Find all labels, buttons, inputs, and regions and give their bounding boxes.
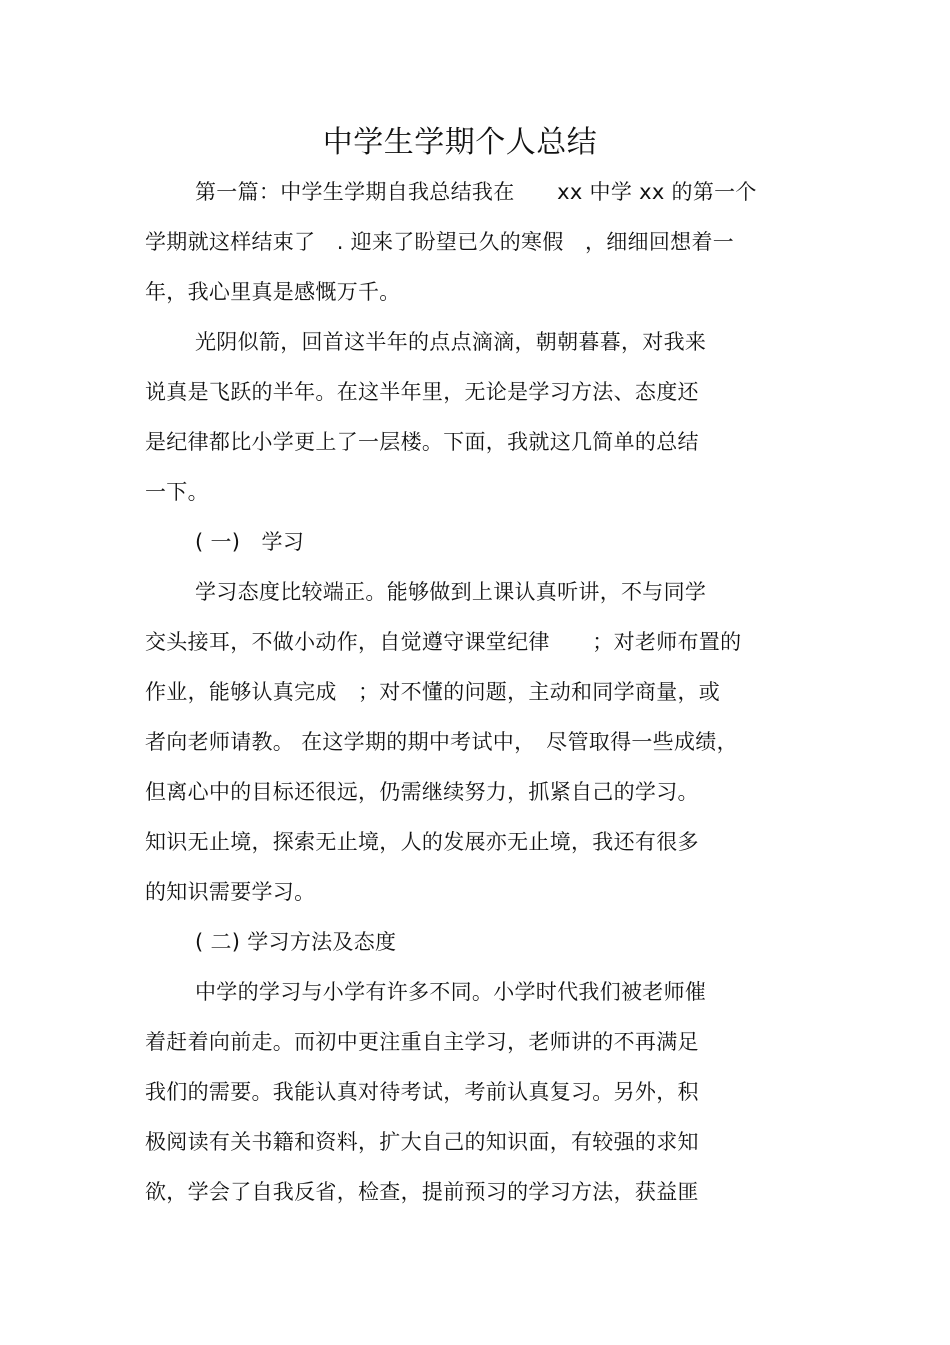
text-line: 知识无止境，探索无止境，人的发展亦无止境，我还有很多 [145, 830, 699, 854]
text-line: 光阴似箭，回首这半年的点点滴滴，朝朝暮暮，对我来 [195, 330, 707, 354]
text-line: 的知识需要学习。 [145, 880, 316, 904]
text-line: 着赶着向前走。而初中更注重自主学习，老师讲的不再满足 [145, 1030, 699, 1054]
text-line: 极阅读有关书籍和资料，扩大自己的知识面，有较强的求知 [145, 1130, 699, 1154]
text-line: 学习态度比较端正。能够做到上课认真听讲，不与同学 [195, 580, 707, 604]
text-line: 欲，学会了自我反省，检查，提前预习的学习方法，获益匪 [145, 1180, 699, 1204]
text-line: 者向老师请教。 在这学期的期中考试中， 尽管取得一些成绩， [145, 730, 738, 754]
text-line: 交头接耳，不做小动作，自觉遵守课堂纪律 ；对老师布置的 [145, 630, 742, 654]
section-heading: ( 一) 学习 [195, 530, 305, 554]
text-line: 一下。 [145, 480, 209, 504]
text-line: 年，我心里真是感慨万千。 [145, 280, 401, 304]
text-line: 但离心中的目标还很远，仍需继续努力，抓紧自己的学习。 [145, 780, 699, 804]
text-line: 是纪律都比小学更上了一层楼。下面，我就这几简单的总结 [145, 430, 699, 454]
section-heading: ( 二) 学习方法及态度 [195, 930, 397, 954]
text-line: 第一篇：中学生学期自我总结我在 xx 中学 xx 的第一个 [195, 180, 757, 204]
text-line: 学期就这样结束了 . 迎来了盼望已久的寒假 ，细细回想着一 [145, 230, 735, 254]
document-title: 中学生学期个人总结 [322, 125, 598, 160]
text-line: 我们的需要。我能认真对待考试，考前认真复习。另外，积 [145, 1080, 699, 1104]
text-line: 作业，能够认真完成 ；对不懂的问题，主动和同学商量，或 [145, 680, 721, 704]
text-line: 说真是飞跃的半年。在这半年里，无论是学习方法、态度还 [145, 380, 699, 404]
text-line: 中学的学习与小学有许多不同。小学时代我们被老师催 [195, 980, 707, 1004]
